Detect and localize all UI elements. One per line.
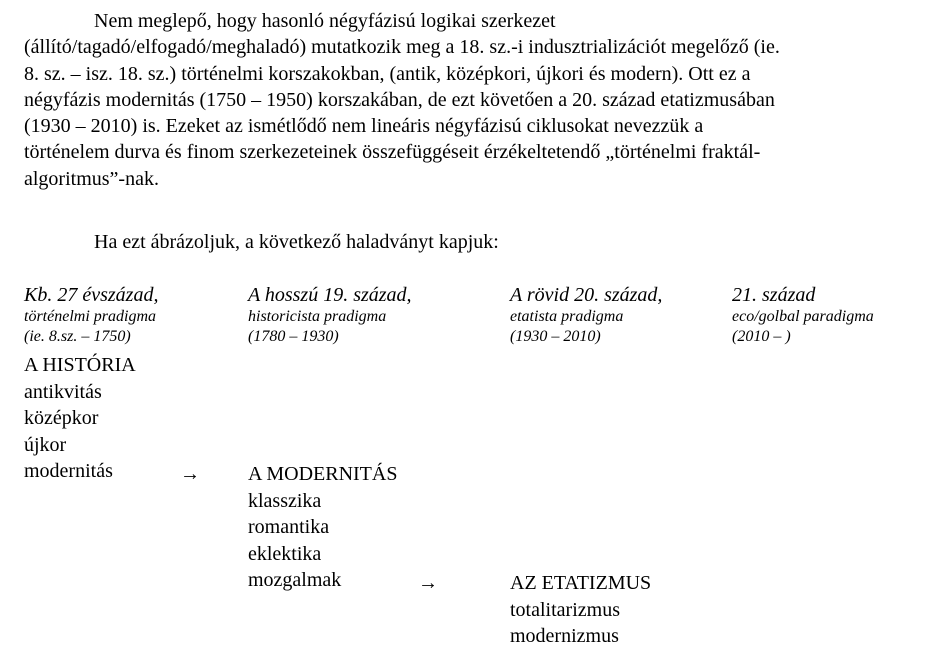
intro-line: 8. sz. – isz. 18. sz.) történelmi korszakokban, (antik, középkori, újkori és modern). Ott ez a: [24, 62, 751, 85]
intro-line: (állító/tagadó/elfogadó/meghaladó) mutatkozik meg a 18. sz.-i indusztrializációt megelőző (ie.: [24, 36, 780, 59]
block-item: eklektika: [248, 542, 322, 565]
block-heading: A HISTÓRIA: [24, 354, 136, 376]
column-paradigm: etatista pradigma: [510, 308, 624, 325]
intro-line: négyfázis modernitás (1750 – 1950) korszakában, de ezt követően a 20. század etatizmusában: [24, 88, 775, 111]
column-title: A hosszú 19. század,: [248, 284, 412, 306]
block-historia: [24, 352, 136, 485]
block-modernitas: [248, 461, 397, 594]
column-header-19th-century: [248, 283, 412, 347]
intro-line: történelem durva és finom szerkezeteinek összefüggéseit érzékeltetendő „történelmi fraktál-: [24, 141, 761, 164]
column-range: (1780 – 1930): [248, 328, 339, 345]
block-item: antikvitás: [24, 380, 102, 403]
column-paradigm: történelmi pradigma: [24, 308, 156, 325]
column-range: (1930 – 2010): [510, 328, 601, 345]
intro-line: Nem meglepő, hogy hasonló négyfázisú logikai szerkezet: [94, 10, 556, 32]
column-header-21st-century: [732, 283, 874, 347]
block-item: klasszika: [248, 489, 322, 512]
block-item: modernizmus: [510, 625, 619, 647]
block-heading: A MODERNITÁS: [248, 463, 398, 485]
column-paradigm: eco/golbal paradigma: [732, 308, 874, 325]
block-item: középkor: [24, 407, 99, 429]
column-header-history: [24, 283, 158, 347]
column-paradigm: historicista pradigma: [248, 308, 387, 325]
block-item: totalitarizmus: [510, 598, 620, 621]
column-title: 21. század: [732, 284, 816, 306]
arrow-icon: →: [180, 463, 200, 485]
column-header-20th-century: [510, 283, 662, 347]
block-item: mozgalmak: [248, 569, 342, 591]
column-range: (ie. 8.sz. – 1750): [24, 328, 131, 345]
block-item: újkor: [24, 433, 67, 456]
intro-paragraph: [24, 8, 944, 192]
intro-line: algoritmus”-nak.: [24, 167, 159, 190]
block-item: modernitás: [24, 460, 113, 482]
lead-sentence: Ha ezt ábrázoljuk, a következő haladványt kapjuk:: [94, 231, 499, 253]
column-title: A rövid 20. század,: [510, 284, 663, 306]
column-range: (2010 – ): [732, 328, 791, 345]
column-title: Kb. 27 évszázad,: [24, 284, 159, 306]
intro-line: (1930 – 2010) is. Ezeket az ismétlődő nem lineáris négyfázisú ciklusokat nevezzük a: [24, 115, 704, 138]
arrow-icon: →: [418, 572, 438, 594]
block-heading: AZ ETATIZMUS: [510, 572, 652, 594]
block-item: romantika: [248, 516, 330, 538]
